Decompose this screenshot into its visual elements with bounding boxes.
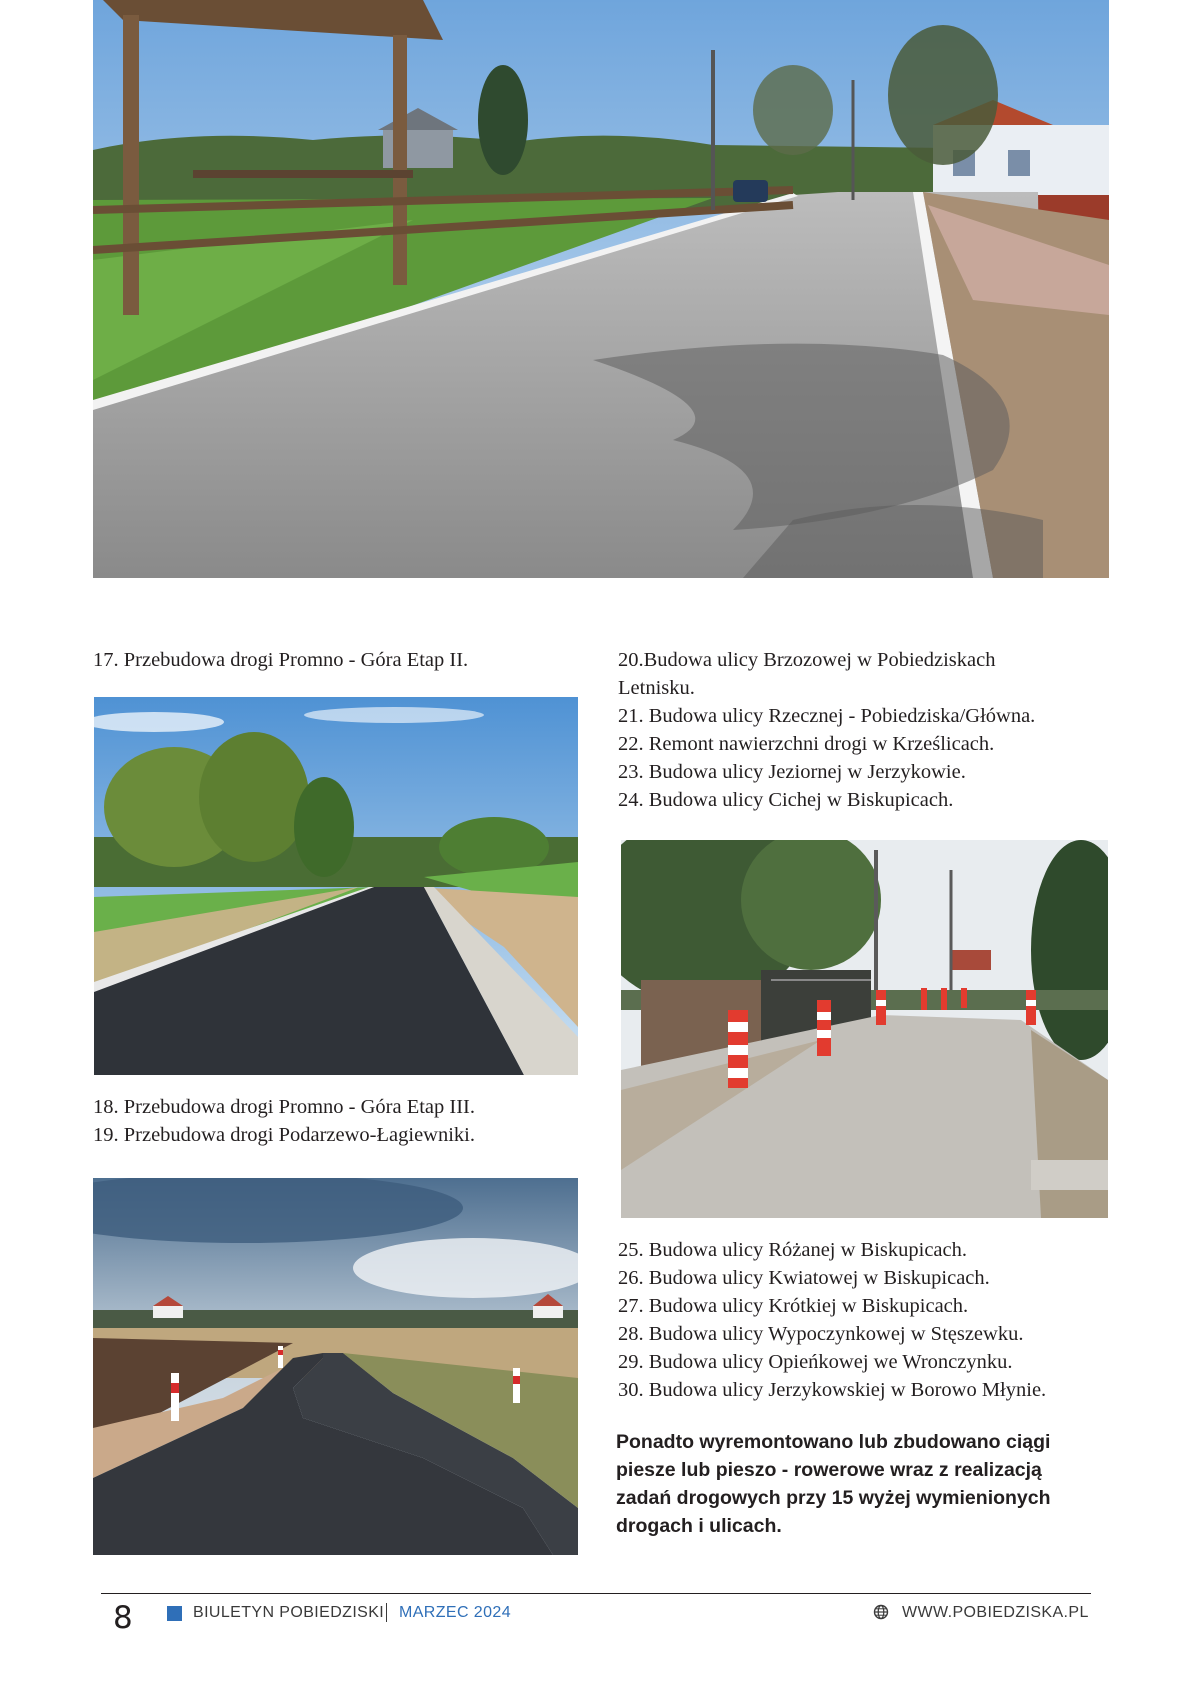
globe-icon [873,1604,889,1620]
project-item-22: 22. Remont nawierzchni drogi w Krześlicach. [618,733,995,755]
square-icon [167,1606,182,1621]
project-item-20-line2: Letnisku. [618,677,695,699]
road-photo-hero [93,0,1109,578]
project-item-28: 28. Budowa ulicy Wypoczynkowej w Stęszewku. [618,1323,1024,1345]
summary-line: Ponadto wyremontowano lub zbudowano ciągi [616,1431,1051,1453]
website-link[interactable]: WWW.POBIEDZISKA.PL [902,1604,1089,1621]
project-item-21: 21. Budowa ulicy Rzecznej - Pobiedziska/Główna. [618,705,1036,727]
project-item-20-line1: 20.Budowa ulicy Brzozowej w Pobiedziskach [618,649,996,671]
summary-line: drogach i ulicach. [616,1515,782,1537]
project-item-17: 17. Przebudowa drogi Promno - Góra Etap II. [93,649,469,671]
road-photo-podarzewo [93,1178,578,1555]
summary-paragraph [616,1428,1086,1540]
road-photo-promno-gora [94,697,578,1075]
summary-line: piesze lub pieszo - rowerowe wraz z realizacją [616,1459,1042,1481]
road-photo-biskupice [621,840,1108,1218]
project-item-18: 18. Przebudowa drogi Promno - Góra Etap III. [93,1096,476,1118]
publication-name: BIULETYN POBIEDZISKI [193,1604,385,1621]
project-item-30: 30. Budowa ulicy Jerzykowskiej w Borowo Młynie. [618,1379,1047,1401]
page-number: 8 [113,1600,133,1636]
project-item-25: 25. Budowa ulicy Różanej w Biskupicach. [618,1239,968,1261]
footer-rule [101,1593,1091,1594]
project-items-20-24 [618,646,1035,814]
project-item-26: 26. Budowa ulicy Kwiatowej w Biskupicach. [618,1267,990,1289]
project-items-25-30 [618,1236,1046,1404]
summary-line: zadań drogowych przy 15 wyżej wymienionych [616,1487,1051,1509]
project-item-19: 19. Przebudowa drogi Podarzewo-Łagiewniki. [93,1124,475,1146]
project-item-23: 23. Budowa ulicy Jeziornej w Jerzykowie. [618,761,966,783]
footer-divider [386,1603,387,1622]
project-item-27: 27. Budowa ulicy Krótkiej w Biskupicach. [618,1295,969,1317]
project-item-29: 29. Budowa ulicy Opieńkowej we Wronczynku. [618,1351,1013,1373]
issue-date: MARZEC 2024 [399,1604,511,1621]
project-items-18-19 [93,1093,475,1149]
project-item-24: 24. Budowa ulicy Cichej w Biskupicach. [618,789,954,811]
